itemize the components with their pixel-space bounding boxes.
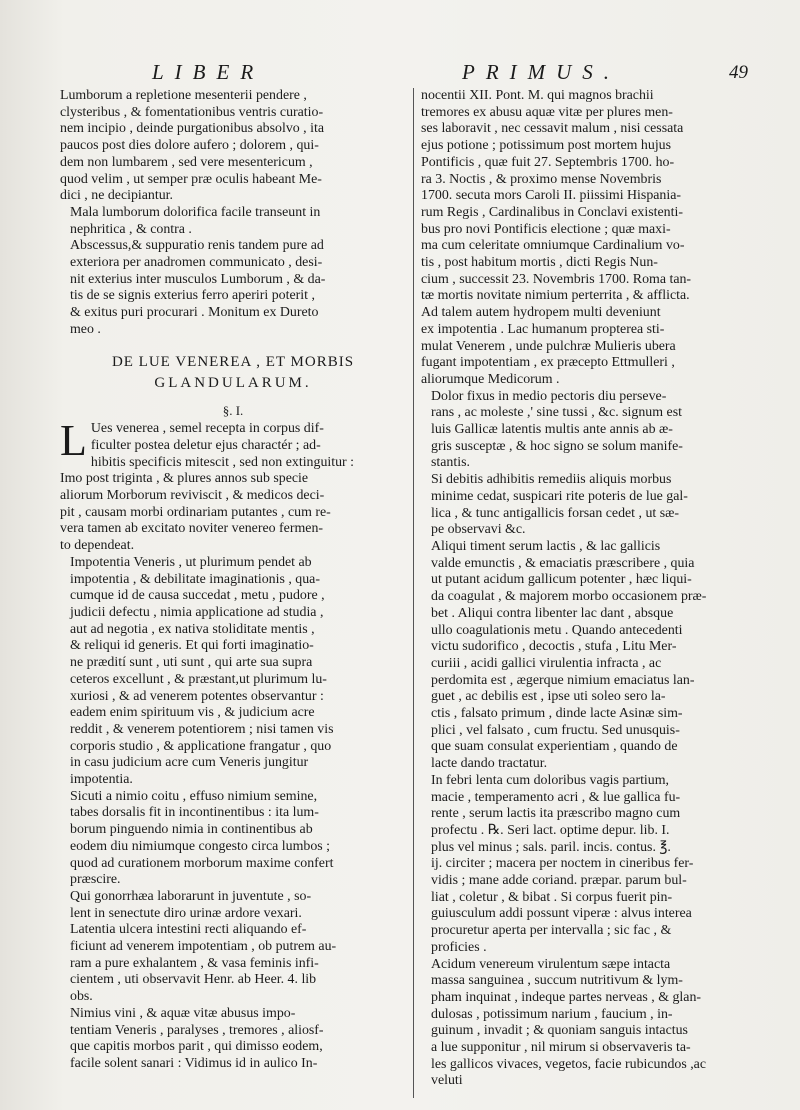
text-line: ram a pure exhalantem , & vasa feminis infi- bbox=[70, 955, 319, 971]
text-line: nit exterius inter musculos Lumborum , & da- bbox=[70, 271, 326, 287]
text-line: impotentia. bbox=[70, 772, 133, 788]
text-line: guinum , invadit ; & quoniam sanguis intactus bbox=[431, 1023, 688, 1039]
page-number: 49 bbox=[729, 62, 748, 83]
text-line: pe observavi &c. bbox=[431, 522, 526, 538]
text-line: in casu judicium acre cum Veneris jungitur bbox=[70, 755, 309, 771]
paragraph bbox=[60, 455, 406, 555]
running-head bbox=[0, 60, 800, 90]
text-line: a lue supponitur , nil mirum si observaveris ta- bbox=[431, 1040, 691, 1056]
text-line: Latentia ulcera intestini recti aliquando ef- bbox=[70, 922, 307, 938]
text-line: perdomita est , ægerque nimium emaciatus lan- bbox=[431, 672, 695, 688]
text-line: que suam consulat experientiam , quando de bbox=[431, 739, 678, 755]
text-line: judicii defectu , nimia applicatione ad studia , bbox=[70, 604, 324, 620]
text-line: rans , ac moleste ,' sine tussi , &c. signum est bbox=[431, 405, 682, 421]
section-heading: DE LUE VENEREA , ET MORBIS bbox=[111, 353, 355, 370]
paragraph bbox=[421, 957, 756, 1091]
text-line: plici , vel falsato , cum fructu. Sed unusquis- bbox=[431, 722, 680, 738]
text-line: aliorumque Medicorum . bbox=[421, 371, 560, 387]
text-line: facile solent sanari : Vidimus id in aulico In- bbox=[70, 1055, 318, 1071]
text-line: procuretur aperta per intervalla ; sic fac , & bbox=[431, 923, 672, 939]
text-line: paucos post dies dolore aufero ; dolorem , qui- bbox=[60, 138, 319, 154]
text-line: & exitus puri procurari . Monitum ex Dureto bbox=[70, 305, 319, 321]
text-line: ra 3. Noctis , & proximo mense Novembris bbox=[421, 171, 662, 187]
text-line: Imo post triginta , & plures annos sub specie bbox=[60, 471, 309, 487]
paragraph bbox=[60, 789, 406, 889]
paragraph bbox=[60, 922, 406, 1006]
text-line: aliorum Morborum reviviscit , & medicos deci- bbox=[60, 488, 325, 504]
text-line: exteriora per anadromen communicato , desi- bbox=[70, 255, 323, 271]
text-line: Sicuti a nimio coitu , effuso nimium semine, bbox=[70, 788, 318, 804]
text-line: lica , & tunc antigallicis forsan cedet , ut sæ- bbox=[431, 505, 680, 521]
text-line: borum pinguendo nimia in continentibus ab bbox=[70, 822, 313, 838]
text-line: ficiunt ad venerem impotentiam , ob putrem au- bbox=[70, 939, 337, 955]
text-line: minime cedat, suspicari rite poteris de lue gal- bbox=[431, 488, 688, 504]
paragraph bbox=[60, 889, 406, 922]
text-line: obs. bbox=[70, 989, 93, 1005]
text-line: ij. circiter ; macera per noctem in cineribus fer- bbox=[431, 856, 694, 872]
text-line: bus pro novi Pontificis electione ; quæ maxi- bbox=[421, 221, 671, 237]
left-column bbox=[60, 88, 406, 1073]
paragraph bbox=[421, 389, 756, 473]
text-line: hibitis specificis mitescit , sed non extinguitur : bbox=[90, 454, 355, 470]
drop-cap: L bbox=[60, 416, 87, 466]
text-line: Abscessus,& suppuratio renis tandem pure ad bbox=[70, 238, 324, 254]
text-line: massa sanguinea , succum nutritivum & lym- bbox=[431, 973, 683, 989]
text-line: ex impotentia . Lac humanum propterea sti- bbox=[421, 321, 665, 337]
running-head-left: LIBER bbox=[152, 60, 265, 84]
text-line: profectu . ℞. Seri lact. optime depur. lib. I. bbox=[431, 822, 670, 838]
text-line: tabes dorsalis fit in incontinentibus : ita lum- bbox=[70, 805, 319, 821]
text-line: ut putant acidum gallicum potenter , hæc liqui- bbox=[431, 572, 692, 588]
text-line: præscire. bbox=[70, 872, 121, 888]
text-line: In febri lenta cum doloribus vagis partium, bbox=[431, 772, 670, 788]
text-line: corporis studio , & applicatione frangatur , quo bbox=[70, 738, 332, 754]
text-line: reddit , & venerem potentiorem ; nisi tamen vis bbox=[70, 721, 334, 737]
text-line: Nimius vini , & aquæ vitæ abusus impo- bbox=[70, 1005, 296, 1021]
text-line: cium , successit 23. Novembris 1700. Roma tan- bbox=[421, 271, 692, 287]
text-line: ma cum celeritate omniumque Cardinalium vo- bbox=[421, 238, 685, 254]
text-line: pham inquinat , indeque partes nerveas , & glan- bbox=[431, 989, 702, 1005]
text-line: clysteribus , & fomentationibus ventris curatio- bbox=[60, 104, 324, 120]
text-line: eodem diu nimiumque congesto circa lumbos ; bbox=[70, 838, 331, 854]
text-line: vera tamen ab excitato noviter venereo fermen- bbox=[60, 521, 324, 537]
text-line: Ues venerea , semel recepta in corpus dif- bbox=[90, 421, 324, 437]
paragraph bbox=[421, 539, 756, 773]
text-line: ficulter postea deletur ejus charactér ; ad- bbox=[90, 437, 321, 453]
text-line: Si debitis adhibitis remediis aliquis morbus bbox=[431, 472, 672, 488]
text-line: gris susceptæ , & hoc signo se solum manife- bbox=[431, 438, 683, 454]
text-line: liat , coletur , & bibat . Si corpus fuerit pin- bbox=[431, 889, 673, 905]
text-line: impotentia , & debilitate imaginationis , qua- bbox=[70, 571, 320, 587]
text-line: meo . bbox=[70, 321, 101, 337]
paragraph bbox=[60, 238, 406, 338]
text-line: quod ad curationem morborum maxime confert bbox=[70, 855, 334, 871]
column-divider bbox=[413, 88, 414, 1098]
text-line: nephritica , & contra . bbox=[70, 221, 192, 237]
text-line: ullo coagulationis metu . Quando antecedenti bbox=[431, 622, 683, 638]
text-line: tis , post habitum mortis , dicti Regis Nun- bbox=[421, 255, 658, 271]
text-line: nocentii XII. Pont. M. qui magnos brachii bbox=[421, 88, 654, 103]
text-line: Aliqui timent serum lactis , & lac gallicis bbox=[431, 538, 661, 554]
text-line: Mala lumborum dolorifica facile transeunt in bbox=[70, 204, 321, 220]
text-line: bet . Aliqui contra libenter lac dant , absque bbox=[431, 605, 674, 621]
paragraph bbox=[60, 421, 406, 454]
right-column bbox=[421, 88, 756, 1090]
text-line: Impotentia Veneris , ut plurimum pendet ab bbox=[70, 554, 312, 570]
text-line: dici , ne decipiantur. bbox=[60, 188, 174, 204]
text-line: ne prædití sunt , uti sunt , qui arte sua supra bbox=[70, 655, 313, 671]
text-line: que capitis morbos parit , qui dimisso eodem, bbox=[70, 1039, 323, 1055]
text-line: veluti bbox=[431, 1073, 463, 1089]
text-line: 1700. secuta mors Caroli II. piissimi Hispania- bbox=[421, 188, 682, 204]
text-line: ceteros excellunt , & præstant,ut plurimum lu- bbox=[70, 671, 327, 687]
section-mark: §. I. bbox=[222, 402, 244, 418]
text-line: tis de se signis exterius ferro aperiri poterit , bbox=[70, 288, 315, 304]
paragraph bbox=[60, 555, 406, 789]
text-line: plus vel minus ; sals. paril. incis. contus. ℥. bbox=[431, 839, 671, 855]
text-line: guiusculum addi possunt viperæ : alvus interea bbox=[431, 906, 692, 922]
text-line: cientem , uti observavit Henr. ab Heer. 4. lib bbox=[70, 972, 317, 988]
paragraph bbox=[421, 773, 756, 957]
section-heading-line2: GLANDULARUM. bbox=[154, 374, 312, 391]
text-line: curiii , acidi gallici virulentia infracta , ac bbox=[431, 655, 662, 671]
text-line: dem non lumbarem , sed vere mesentericum , bbox=[60, 154, 313, 170]
paragraph bbox=[60, 88, 406, 205]
text-line: nem incipio , deinde purgationibus absolvo , ita bbox=[60, 121, 325, 137]
text-line: ses laboravit , nec cessavit malum , nisi cessata bbox=[421, 121, 684, 137]
paragraph bbox=[60, 1006, 406, 1073]
text-line: fugant impotentiam , ex præcepto Ettmulleri , bbox=[421, 355, 675, 371]
text-line: stantis. bbox=[431, 455, 470, 471]
text-line: tremores ex abusu aquæ vitæ per plures men- bbox=[421, 104, 673, 120]
text-line: rum Regis , Cardinalibus in Conclavi existenti- bbox=[421, 204, 683, 220]
text-line: luis Gallicæ latentis multis ante annis ab æ- bbox=[431, 422, 673, 438]
text-line: vidis ; mane adde coriand. præpar. parum bul- bbox=[431, 873, 687, 889]
text-line: rente , serum lactis ita præscribo magno cum bbox=[431, 806, 681, 822]
text-line: Ad talem autem hydropem multi deveniunt bbox=[421, 305, 661, 321]
text-line: Acidum venereum virulentum sæpe intacta bbox=[431, 956, 671, 972]
text-line: to dependeat. bbox=[60, 538, 135, 554]
text-line: tæ mortis novitate nimium perterrita , & afflicta. bbox=[421, 288, 690, 304]
text-line: Dolor fixus in medio pectoris diu perseve- bbox=[431, 388, 667, 404]
text-line: Qui gonorrhæa laborarunt in juventute , so- bbox=[70, 888, 312, 904]
text-line: eadem enim spirituum vis , & judicium acre bbox=[70, 705, 315, 721]
text-line: guet , ac debilis est , ipse uti soleo sero la- bbox=[431, 689, 666, 705]
text-line: aut ad negotia , ex nativa stoliditate mentis , bbox=[70, 621, 315, 637]
text-line: Pontificis , quæ fuit 27. Septembris 1700. ho- bbox=[421, 154, 675, 170]
text-line: ejus potione ; potissimum post mortem hujus bbox=[421, 138, 672, 154]
text-line: les gallicos vivaces, vegetos, facie rubicundos ,ac bbox=[431, 1056, 707, 1072]
text-line: proficies . bbox=[431, 939, 487, 955]
paragraph bbox=[60, 205, 406, 238]
text-line: cumque id de causa succedat , metu , pudore , bbox=[70, 588, 325, 604]
text-line: da coagulat , & majorem morbo occasionem præ- bbox=[431, 589, 707, 605]
text-line: quod velim , ut semper præ oculis habeant Me- bbox=[60, 171, 322, 187]
text-line: pit , causam morbi ordinariam putantes , cum re- bbox=[60, 504, 331, 520]
text-line: Lumborum a repletione mesenterii pendere , bbox=[60, 88, 307, 103]
text-line: valde emunctis , & emaciatis præscribere , quia bbox=[431, 555, 695, 571]
text-line: xuriosi , & ad venerem potentes observantur : bbox=[70, 688, 324, 704]
paragraph bbox=[421, 472, 756, 539]
text-line: ctis , falsato primum , dinde lacte Asinæ sim- bbox=[431, 706, 683, 722]
text-line: & reliqui id generis. Et qui forti imaginatio- bbox=[70, 638, 314, 654]
text-line: mulat Venerem , unde pulchræ Mulieris ubera bbox=[421, 338, 676, 354]
text-line: lacte dando tractatur. bbox=[431, 756, 548, 772]
text-line: dulosas , potissimum narium , faucium , in- bbox=[431, 1006, 673, 1022]
paragraph bbox=[421, 88, 756, 389]
text-line: victu sudorifico , decoctis , stufa , Litu Mer- bbox=[431, 639, 677, 655]
text-line: lent in senectute diro urinæ ardore vexari. bbox=[70, 905, 302, 921]
text-line: macie , temperamento acri , & lue gallica fu- bbox=[431, 789, 681, 805]
running-head-right: PRIMUS. bbox=[462, 60, 621, 84]
text-line: tentiam Veneris , paralyses , tremores , aliosf- bbox=[70, 1022, 324, 1038]
